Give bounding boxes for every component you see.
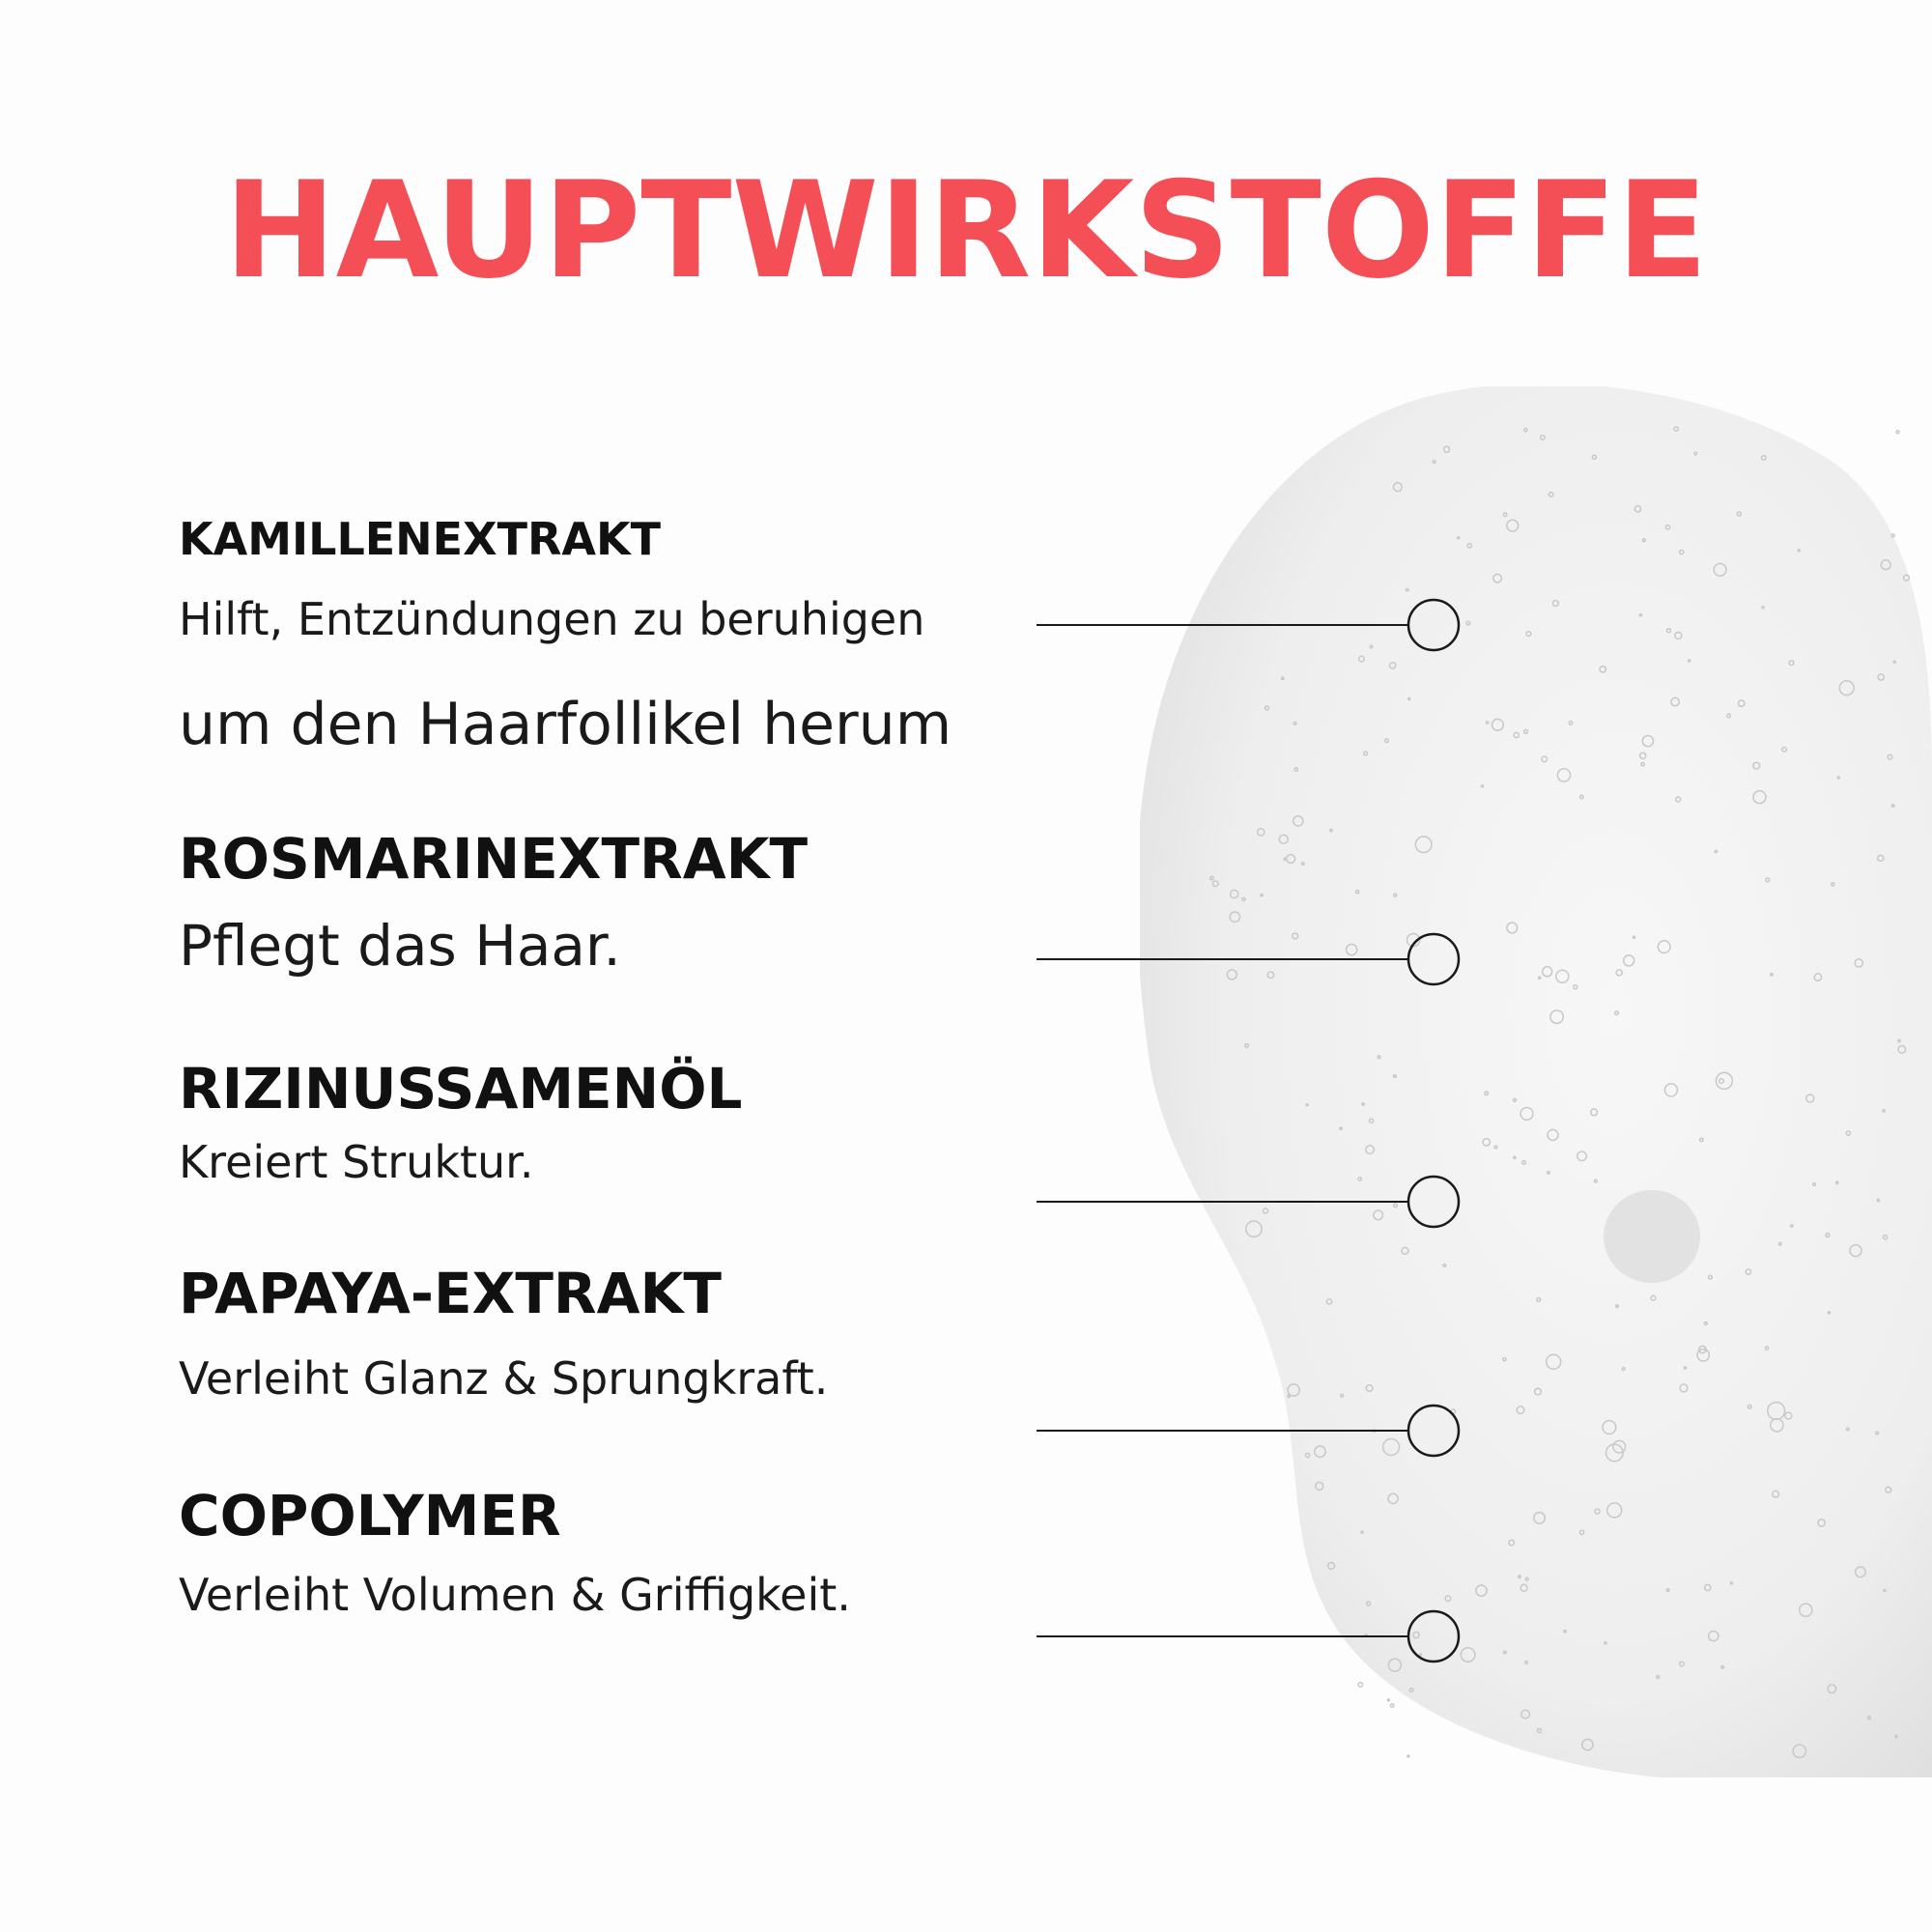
foam-bubble: [1896, 431, 1899, 434]
foam-bubble: [1891, 534, 1894, 537]
ingredient-heading-kamillenextrakt: KAMILLENEXTRAKT: [179, 513, 661, 565]
ingredient-desc-rizinussamenoel: Kreiert Struktur.: [179, 1136, 534, 1188]
ingredient-desc-rosmarinextrakt: Pflegt das Haar.: [179, 913, 621, 979]
ingredient-desc-papaya-extrakt: Verleiht Glanz & Sprungkraft.: [179, 1352, 829, 1405]
ingredient-desc-kamillenextrakt: Hilft, Entzündungen zu beruhigen: [179, 593, 925, 645]
ingredient-heading-copolymer: COPOLYMER: [179, 1483, 561, 1548]
ingredient-desc-copolymer: Verleiht Volumen & Griffigkeit.: [179, 1569, 851, 1621]
foam-bubble: [1387, 1699, 1389, 1701]
foam-blob: [1140, 386, 1932, 1777]
ingredient-heading-papaya-extrakt: PAPAYA-EXTRAKT: [179, 1261, 722, 1326]
page-title: HAUPTWIRKSTOFFE: [224, 153, 1708, 308]
ingredient-heading-rosmarinextrakt: ROSMARINEXTRAKT: [179, 826, 809, 892]
foam-image: [1140, 386, 1932, 1777]
foam-clear-spot: [1604, 1190, 1700, 1283]
foam-bubble: [1358, 1683, 1363, 1688]
foam-bubble: [1391, 1704, 1394, 1707]
foam-bubble: [1407, 1755, 1409, 1757]
ingredient-desc-kamillenextrakt-line2: um den Haarfollikel herum: [179, 691, 952, 758]
ingredient-heading-rizinussamenoel: RIZINUSSAMENÖL: [179, 1056, 743, 1122]
